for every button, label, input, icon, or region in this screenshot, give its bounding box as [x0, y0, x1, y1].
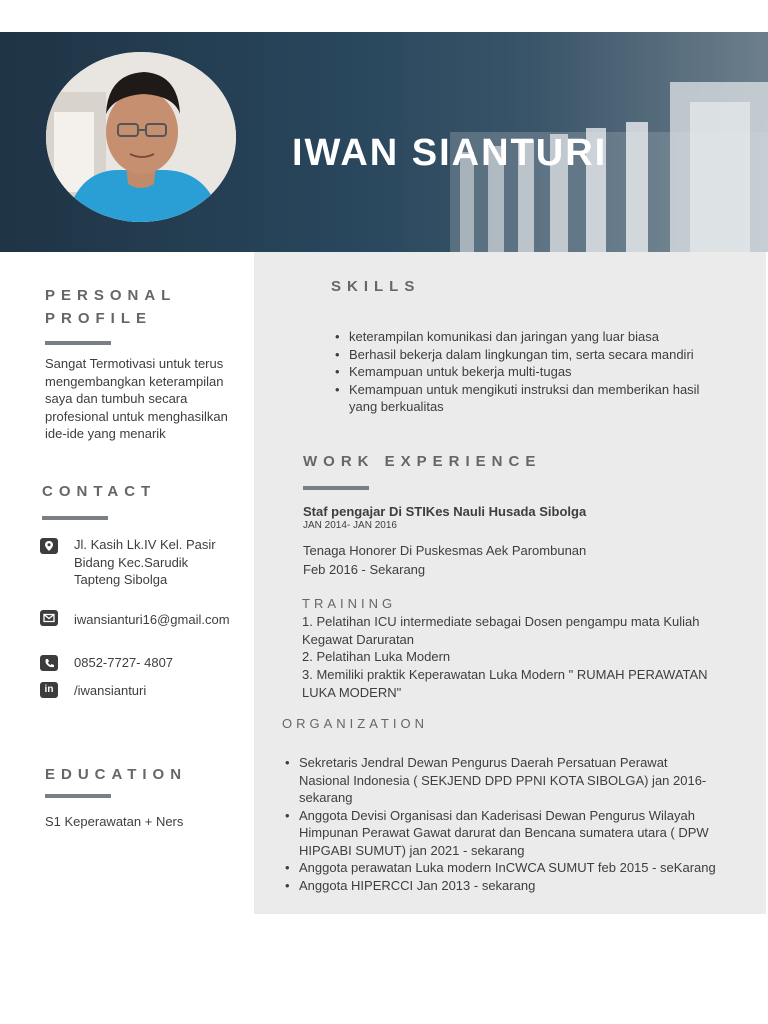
- work-divider: [303, 486, 369, 490]
- job1-title: Staf pengajar Di STIKes Nauli Husada Sibolga: [303, 504, 587, 519]
- skill-item: • Berhasil bekerja dalam lingkungan tim, serta secara mandiri: [335, 346, 725, 364]
- profile-divider: [45, 341, 111, 345]
- linkedin-icon: in: [40, 682, 58, 698]
- contact-phone: 0852-7727- 4807: [74, 655, 174, 670]
- organization-title: ORGANIZATION: [282, 716, 428, 731]
- skills-title: SKILLS: [331, 278, 421, 295]
- work-title: WORK EXPERIENCE: [303, 453, 542, 470]
- organization-list: [285, 754, 720, 894]
- location-pin-icon: [40, 538, 58, 554]
- job2-title: Tenaga Honorer Di Puskesmas Aek Parombunan: [303, 543, 587, 558]
- training-item: 3. Memiliki praktik Keperawatan Luka Modern " RUMAH PERAWATAN LUKA MODERN": [302, 667, 708, 700]
- phone-icon: [40, 655, 58, 671]
- skill-item: • Kemampuan untuk bekerja multi-tugas: [335, 363, 725, 381]
- job1-date: JAN 2014- JAN 2016: [303, 520, 397, 531]
- training-title: TRAINING: [302, 596, 397, 611]
- education-title: EDUCATION: [45, 766, 188, 783]
- contact-email[interactable]: iwansianturi16@gmail.com: [74, 612, 230, 627]
- education-divider: [45, 794, 111, 798]
- contact-title: CONTACT: [42, 483, 157, 500]
- organization-item: • Anggota HIPERCCI Jan 2013 - sekarang: [285, 877, 720, 895]
- skill-item: • keterampilan komunikasi dan jaringan yang luar biasa: [335, 328, 725, 346]
- profile-text: Sangat Termotivasi untuk terus mengembangkan keterampilan saya dan tumbuh secara profesional untuk menghasilkan ide-ide yang menarik: [45, 356, 228, 441]
- organization-item: • Anggota perawatan Luka modern InCWCA SUMUT feb 2015 - seKarang: [285, 859, 720, 877]
- education-item: S1 Keperawatan + Ners: [45, 814, 184, 829]
- contact-divider: [42, 516, 108, 520]
- job2-date: Feb 2016 - Sekarang: [303, 562, 426, 577]
- person-name: IWAN SIANTURI: [292, 132, 608, 174]
- skill-item: • Kemampuan untuk mengikuti instruksi dan memberikan hasil yang berkualitas: [335, 381, 725, 416]
- email-icon: [40, 610, 58, 626]
- contact-linkedin[interactable]: /iwansianturi: [74, 683, 147, 698]
- profile-title-line1: PERSONAL: [45, 287, 177, 304]
- training-item: 1. Pelatihan ICU intermediate sebagai Dosen pengampu mata Kuliah Kegawat Daruratan: [302, 614, 700, 647]
- skills-list: [335, 328, 725, 416]
- profile-photo: [46, 52, 236, 222]
- organization-item: • Anggota Devisi Organisasi dan Kaderisasi Dewan Pengurus Wilayah Himpunan Perawat Gawat darurat dan Bencana sumatera utara ( DPW HIPGABI SUMUT) jan 2021 - sekarang: [285, 807, 720, 860]
- profile-title-line2: PROFILE: [45, 310, 153, 327]
- contact-address: Jl. Kasih Lk.IV Kel. Pasir Bidang Kec.Sarudik Tapteng Sibolga: [74, 537, 216, 587]
- training-item: 2. Pelatihan Luka Modern: [302, 649, 451, 664]
- organization-item: • Sekretaris Jendral Dewan Pengurus Daerah Persatuan Perawat Nasional Indonesia ( SEKJEND DPD PPNI KOTA SIBOLGA) jan 2016- sekarang: [285, 754, 720, 807]
